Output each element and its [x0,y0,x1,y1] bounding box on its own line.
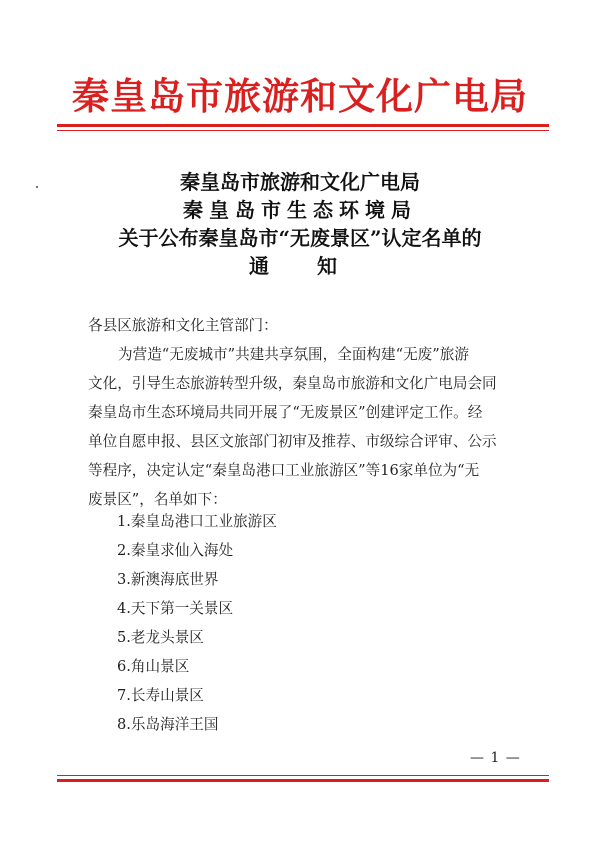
title-line-subject: 关于公布秦皇岛市“无废景区”认定名单的 [118,226,482,250]
paragraph-line: 为营造“无废城市”共建共享氛围，全面构建“无废”旅游 [118,346,469,363]
list-item: 2.秦皇求仙入海处 [117,542,234,559]
footer-rule-thin [57,775,549,776]
page-number: — 1 — [470,750,521,766]
list-item: 7.长寿山景区 [117,687,204,704]
masthead-rule-thick [57,124,549,127]
masthead-rule-thin [57,130,549,131]
paragraph-line: 单位自愿申报、县区文旅部门初审及推荐、市级综合评审、公示 [88,433,497,450]
paragraph-line: 秦皇岛市生态环境局共同开展了“无废景区”创建评定工作。经 [88,404,483,421]
list-item: 3.新澳海底世界 [117,571,219,588]
paragraph-line: 文化，引导生态旅游转型升级，秦皇岛市旅游和文化广电局会同 [88,375,497,392]
title-line-issuer-2: 秦皇岛市生态环境局 [183,198,417,222]
footer-rule-thick [57,779,549,782]
scenic-area-list [117,507,277,739]
body-paragraph [88,340,528,514]
list-item: 6.角山景区 [117,658,190,675]
title-line-issuer-1: 秦皇岛市旅游和文化广电局 [180,170,420,194]
salutation: 各县区旅游和文化主管部门： [88,317,278,334]
list-item: 8.乐岛海洋王国 [117,716,219,733]
document-title [0,168,600,280]
paragraph-line: 废景区”，名单如下： [88,491,227,508]
list-item: 5.老龙头景区 [117,629,204,646]
paragraph-line: 等程序，决定认定“秦皇岛港口工业旅游区”等16家单位为“无 [88,462,480,479]
masthead-title: 秦皇岛市旅游和文化广电局 [72,74,528,118]
list-item: 4.天下第一关景区 [117,600,234,617]
title-line-notice: 通 知 [249,254,351,278]
list-item: 1.秦皇岛港口工业旅游区 [117,513,277,530]
